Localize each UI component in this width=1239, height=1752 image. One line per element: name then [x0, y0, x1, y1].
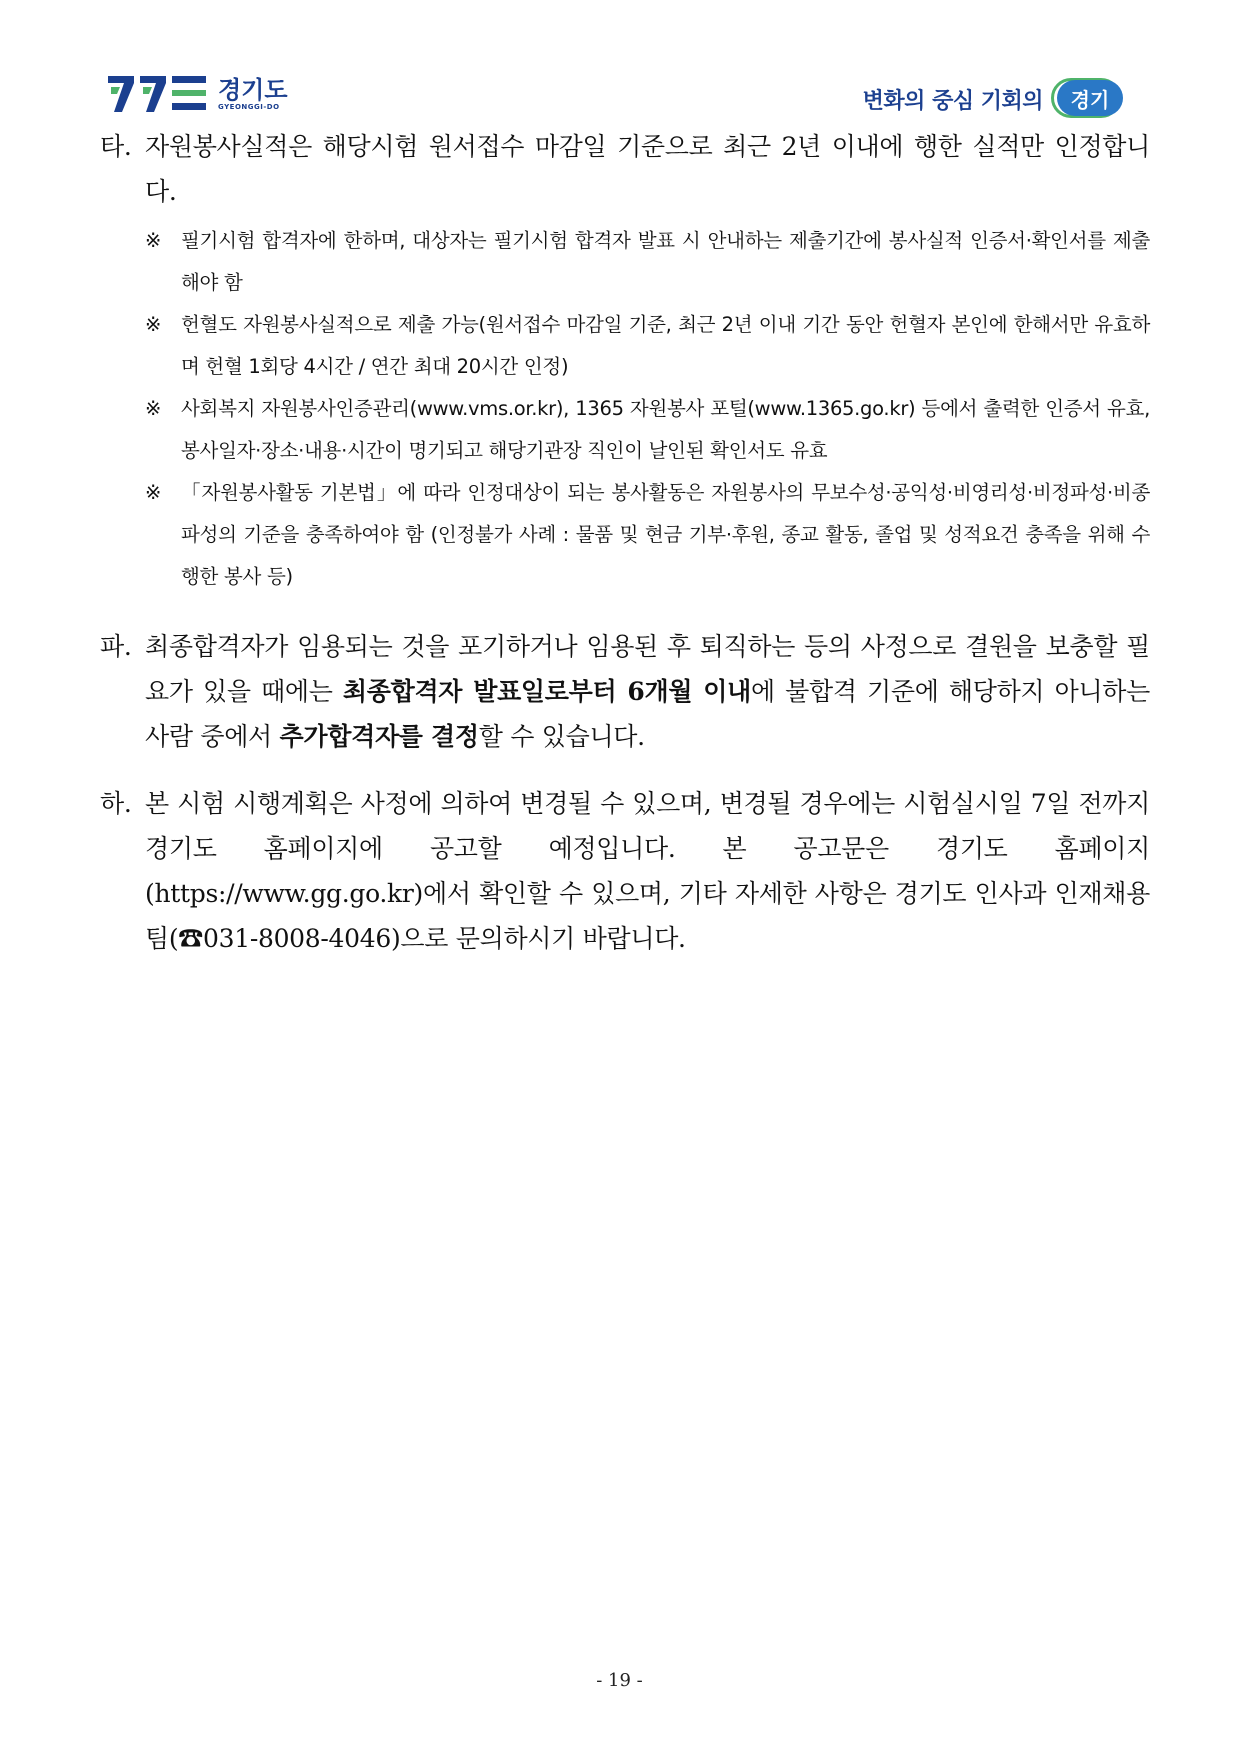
slogan-text: 변화의 중심 기회의	[862, 88, 1043, 114]
note-text: 필기시험 합격자에 한하며, 대상자는 필기시험 합격자 발표 시 안내하는 제출기간에 봉사실적 인증서·확인서를 제출해야 함	[181, 229, 1150, 294]
note-text: 「자원봉사활동 기본법」에 따라 인정대상이 되는 봉사활동은 자원봉사의 무보수성·공익성·비영리성·비정파성·비종파성의 기준을 충족하여야 함 (인정불가 사례 : 물품 및 현금 기부·후원, 종교 활동, 졸업 및 성적요건 충족을 위해 수행한 봉사 등)	[181, 481, 1150, 588]
item-text: 본 시험 시행계획은 사정에 의하여 변경될 수 있으며, 변경될 경우에는 시험실시일 7일 전까지 경기도 홈페이지에 공고할 예정입니다. 본 공고문은 경기도 홈페이지 (https://www.gg.go.kr)에서 확인할 수 있으며, 기타 자세한 사항은 경기도 인사과 인재채용팀(☎031-8008-4046)으로 문의하시기 바랍니다.	[145, 789, 1150, 953]
page-header	[0, 0, 1239, 130]
gyeonggi-symbol-icon	[108, 74, 208, 114]
emphasis-text: 추가합격자를 결정	[279, 722, 479, 751]
reference-mark: ※	[145, 481, 162, 504]
note-text: 사회복지 자원봉사인증관리(www.vms.or.kr), 1365 자원봉사 포털(www.1365.go.kr) 등에서 출력한 인증서 유효, 봉사일자·장소·내용·시간이 명기되고 해당기관장 직인이 날인된 확인서도 유효	[181, 397, 1150, 462]
slogan-badge-label: 경기	[1057, 80, 1123, 116]
reference-mark: ※	[145, 229, 162, 252]
text-segment: 할 수 있습니다.	[478, 722, 645, 751]
item-text: 자원봉사실적은 해당시험 원서접수 마감일 기준으로 최근 2년 이내에 행한 실적만 인정합니다.	[145, 132, 1150, 206]
slogan-badge	[1051, 78, 1127, 120]
note-item	[145, 220, 1150, 304]
logo-subtitle: GYEONGGI-DO	[218, 103, 280, 111]
item-marker: 파.	[100, 632, 132, 661]
logo-name: 경기도	[218, 76, 288, 104]
item-marker: 하.	[100, 789, 132, 818]
gyeonggi-logo	[108, 74, 288, 114]
text-segment: 최종합격자가 임용되는 것을 포기하거나 임용된 후 퇴직하는 등의 사정으로 결원을 보충할 필요가 있을 때에는	[145, 632, 1150, 706]
emphasis-text: 최종합격자 발표일로부터 6개월 이내	[342, 677, 751, 706]
item-text	[145, 624, 1150, 759]
document-body	[100, 124, 1150, 961]
text-segment: 에 불합격 기준에 해당하지 아니하는 사람 중에서	[145, 677, 1150, 751]
note-item	[145, 472, 1150, 598]
list-item-ta	[100, 124, 1150, 214]
reference-mark: ※	[145, 397, 162, 420]
note-item	[145, 388, 1150, 472]
page-number: - 19 -	[596, 1670, 643, 1691]
list-item-ha	[100, 781, 1150, 961]
item-marker: 타.	[100, 132, 132, 161]
slogan	[863, 78, 1127, 120]
list-item-pa	[100, 624, 1150, 759]
note-text: 헌혈도 자원봉사실적으로 제출 가능(원서접수 마감일 기준, 최근 2년 이내 기간 동안 헌혈자 본인에 한해서만 유효하며 헌혈 1회당 4시간 / 연간 최대 20시간 인정)	[181, 313, 1150, 378]
note-list	[145, 220, 1150, 598]
note-item	[145, 304, 1150, 388]
reference-mark: ※	[145, 313, 162, 336]
